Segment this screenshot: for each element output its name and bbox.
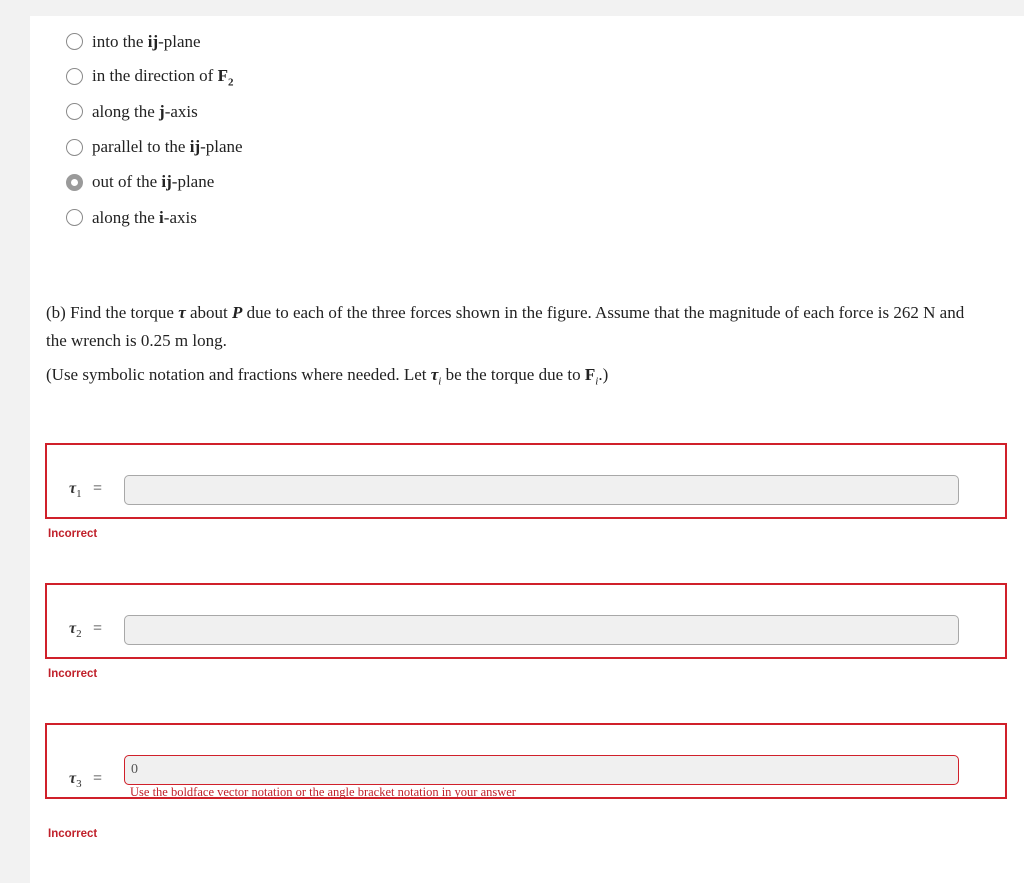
option-parallel-ij-plane[interactable] (66, 130, 243, 165)
radio-button[interactable] (66, 139, 83, 156)
tau2-label: $\tau_2$ (69, 620, 82, 641)
option-label: into the ij-plane (92, 31, 201, 51)
answer-box-tau1 (45, 443, 1007, 519)
format-hint: Use the boldface vector notation or the angle bracket notation in your answer (130, 785, 516, 799)
incorrect-label: Incorrect (48, 668, 98, 680)
option-label: parallel to the ij-plane (92, 137, 243, 157)
answer-options (66, 24, 243, 235)
option-along-j-axis[interactable] (66, 94, 243, 129)
option-label: along the i-axis (92, 207, 197, 227)
answer-box-tau3 (45, 723, 1007, 799)
answer-box-tau2 (45, 583, 1007, 659)
option-label: in the direction of $F_2$ (92, 65, 234, 88)
tau3-label: $\tau_3$ (69, 770, 82, 791)
option-out-of-ij-plane[interactable] (66, 165, 243, 200)
question-note: (Use symbolic notation and fractions where needed. Let $\tau_i$ be the torque due to $F_i$.) (46, 365, 609, 388)
radio-button[interactable] (66, 68, 83, 85)
radio-button-selected[interactable] (66, 174, 83, 191)
option-label: along the j-axis (92, 101, 198, 121)
radio-button[interactable] (66, 209, 83, 226)
equals-sign: = (93, 770, 103, 787)
radio-button[interactable] (66, 33, 83, 50)
option-label: out of the ij-plane (92, 172, 215, 192)
equals-sign: = (93, 620, 103, 637)
incorrect-label: Incorrect (48, 528, 98, 540)
question-page (30, 16, 1024, 883)
tau1-label: $\tau_1$ (69, 480, 82, 501)
equals-sign: = (93, 480, 103, 497)
radio-button[interactable] (66, 103, 83, 120)
tau3-input[interactable]: 0 (124, 755, 959, 785)
option-direction-of-f2[interactable] (66, 59, 243, 94)
option-along-i-axis[interactable] (66, 200, 243, 235)
tau1-input[interactable] (124, 475, 959, 505)
question-text: (b) Find the torque τ about P due to each of the three forces shown in the figure. Assume that the magnitude of each force is 262 N and the wrench is 0.25 m long. (46, 303, 965, 350)
option-into-ij-plane[interactable] (66, 24, 243, 59)
incorrect-label: Incorrect (48, 828, 98, 840)
tau2-input[interactable] (124, 615, 959, 645)
